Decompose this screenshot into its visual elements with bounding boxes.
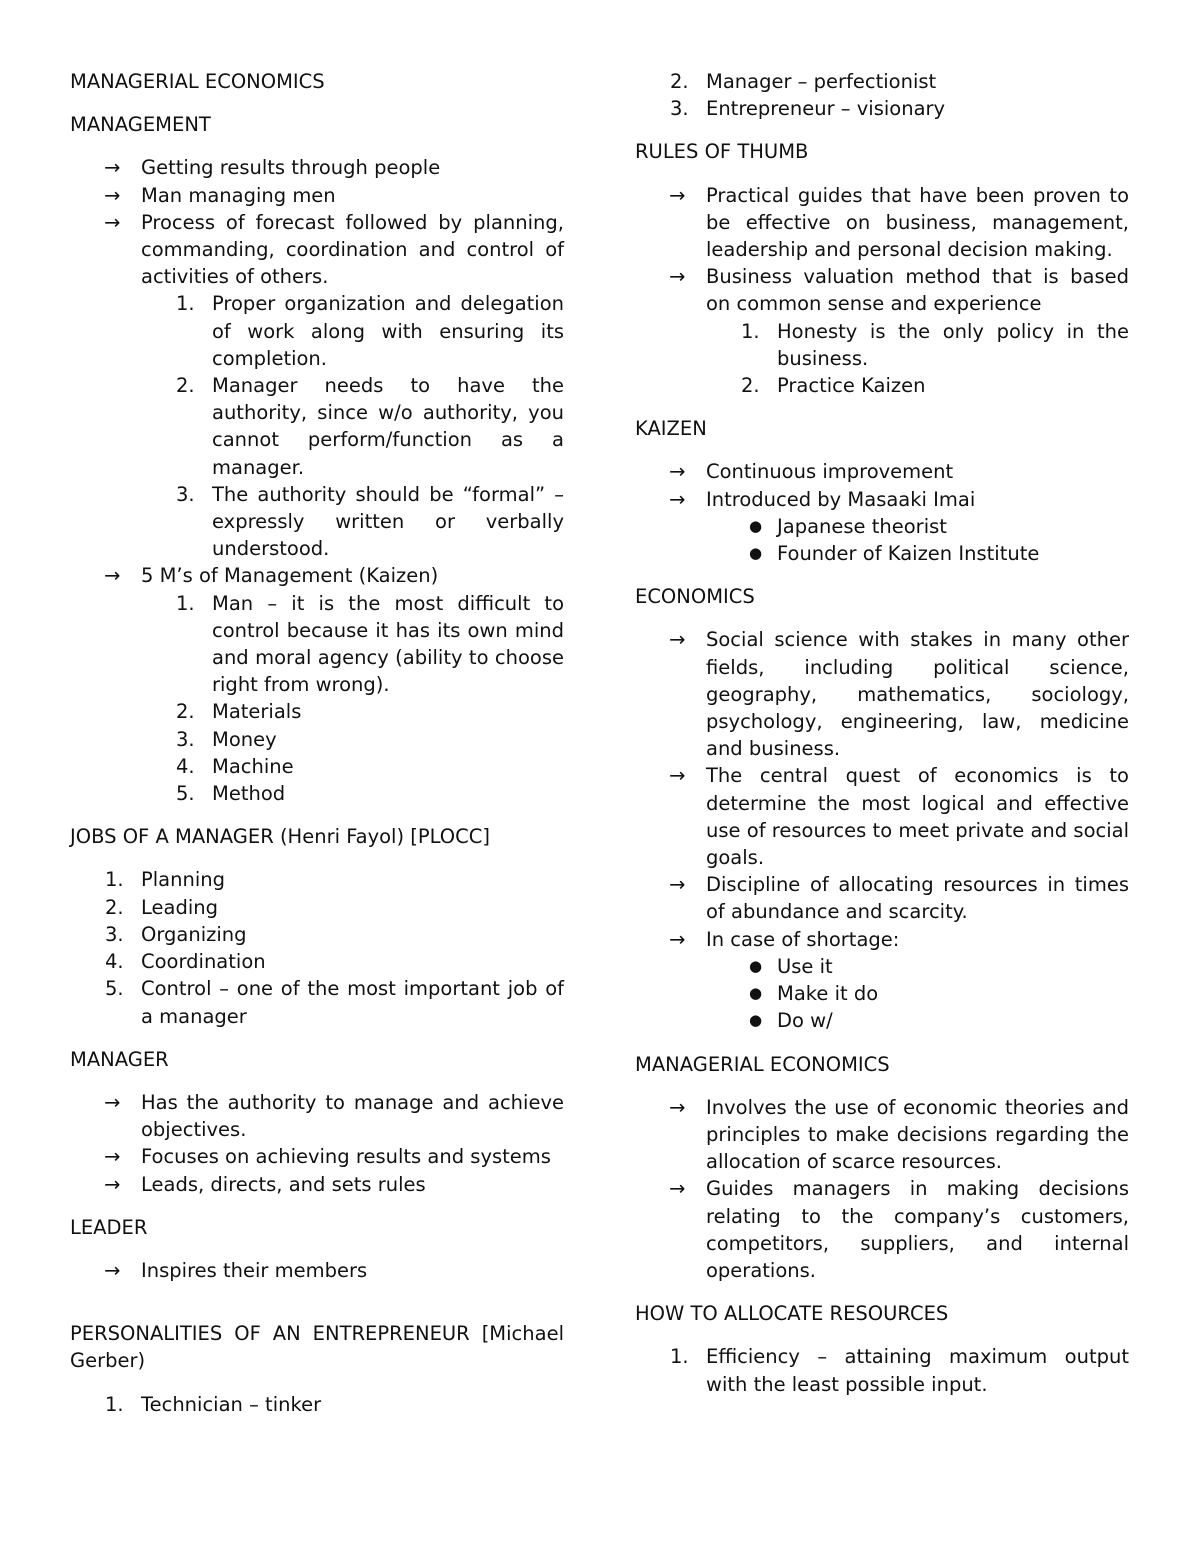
list-item: → Leads, directs, and sets rules bbox=[70, 1171, 564, 1198]
list-item: 4. Machine bbox=[141, 753, 564, 780]
list-number: 3. bbox=[670, 97, 689, 121]
page-title: MANAGERIAL ECONOMICS bbox=[70, 70, 325, 93]
management-list bbox=[70, 154, 564, 807]
list-item: → Focuses on achieving results and systems bbox=[70, 1143, 564, 1170]
list-number: 1. bbox=[741, 319, 760, 343]
rules-sub-list bbox=[706, 318, 1129, 400]
list-item: → Business valuation method that is based on common sense and experience 1. Honesty is the only policy in the business. 2. Practice Kaizen bbox=[635, 263, 1129, 399]
section-heading-manager: MANAGER bbox=[70, 1047, 169, 1071]
bullet-icon: ● bbox=[749, 516, 763, 535]
section-heading-allocate-resources: HOW TO ALLOCATE RESOURCES bbox=[635, 1302, 949, 1326]
list-item: → Involves the use of economic theories and principles to make decisions regarding the allocation of scarce resources. bbox=[635, 1094, 1129, 1176]
list-number: 5. bbox=[105, 977, 124, 1001]
list-number: 2. bbox=[105, 895, 124, 919]
list-item: → Discipline of allocating resources in times of abundance and scarcity. bbox=[635, 871, 1129, 925]
list-number: 4. bbox=[105, 950, 124, 974]
list-item: 1. Proper organization and delegation of work along with ensuring its completion. bbox=[176, 292, 564, 370]
list-item: → Practical guides that have been proven to be effective on business, management, leadership and personal decision making. bbox=[635, 182, 1129, 264]
list-item: → Continuous improvement bbox=[635, 458, 1129, 485]
list-number: 1. bbox=[176, 292, 195, 316]
five-m-sub-list bbox=[141, 590, 564, 808]
list-item: 5. Method bbox=[141, 780, 564, 807]
list-number: 3. bbox=[176, 482, 195, 506]
section-heading-rules-of-thumb: RULES OF THUMB bbox=[635, 140, 809, 164]
managerial-economics-list bbox=[635, 1094, 1129, 1284]
list-item: ● Founder of Kaizen Institute bbox=[706, 540, 1129, 567]
list-item: → The central quest of economics is to determine the most logical and effective use of resources to meet private and social goals. bbox=[635, 762, 1129, 871]
list-item: 1. Honesty is the only policy in the business. bbox=[741, 319, 1129, 370]
list-item: 1. Man – it is the most difficult to control because it has its own mind and moral agency (ability to choose right from wrong). bbox=[176, 591, 564, 697]
list-item: 2. Manager – perfectionist bbox=[635, 68, 1129, 95]
list-item: → 5 M’s of Management (Kaizen) 1. Man – it is the most difficult to control because it has its own mind and moral agency (ability to choose right from wrong). 2. Materials 3. Money 4. Machine 5. Method bbox=[70, 562, 564, 807]
list-item: → Man managing men bbox=[70, 182, 564, 209]
list-number: 2. bbox=[741, 374, 760, 398]
list-item: ● Make it do bbox=[706, 980, 1129, 1007]
section-heading-managerial-economics: MANAGERIAL ECONOMICS bbox=[635, 1052, 890, 1076]
economics-list bbox=[635, 626, 1129, 1034]
section-heading-economics: ECONOMICS bbox=[635, 585, 755, 609]
section-heading-personalities: PERSONALITIES OF AN ENTREPRENEUR [Michael Gerber) bbox=[70, 1322, 564, 1373]
shortage-sub-list bbox=[706, 953, 1129, 1035]
section-heading-kaizen: KAIZEN bbox=[635, 417, 707, 441]
list-item: → Inspires their members bbox=[70, 1257, 564, 1284]
list-number: 5. bbox=[176, 782, 195, 806]
right-column bbox=[635, 68, 1129, 1414]
process-sub-list bbox=[141, 290, 564, 562]
list-item: 2. Leading bbox=[70, 894, 564, 921]
section-heading-jobs: JOBS OF A MANAGER (Henri Fayol) [PLOCC] bbox=[70, 825, 490, 849]
manager-list bbox=[70, 1089, 564, 1198]
list-number: 2. bbox=[176, 700, 195, 724]
list-item: 2. Practice Kaizen bbox=[706, 372, 1129, 399]
kaizen-sub-list bbox=[706, 513, 1129, 567]
list-item: ● Use it bbox=[706, 953, 1129, 980]
list-item: → Introduced by Masaaki Imai ● Japanese theorist ● Founder of Kaizen Institute bbox=[635, 486, 1129, 568]
bullet-icon: ● bbox=[749, 984, 763, 1003]
list-item: ● Japanese theorist bbox=[706, 513, 1129, 540]
list-item: → In case of shortage: ● Use it ● Make it do ● Do w/ bbox=[635, 926, 1129, 1035]
section-heading-leader: LEADER bbox=[70, 1215, 148, 1239]
list-item: → Process of forecast followed by planning, commanding, coordination and control of activities of others. 1. Proper organization and delegation of work along with ensuring its completion. 2. Manager needs to have the authority, since w/o authority, you cannot perform/function as a manager. 3. The authority should be “formal” – expressly written or verbally understood. bbox=[70, 209, 564, 563]
list-number: 4. bbox=[176, 754, 195, 778]
list-item: 1. Efficiency – attaining maximum output with the least possible input. bbox=[670, 1345, 1129, 1396]
list-item: → Has the authority to manage and achieve objectives. bbox=[70, 1089, 564, 1143]
bullet-icon: ● bbox=[749, 544, 763, 563]
list-item: 1. Technician – tinker bbox=[70, 1391, 564, 1418]
list-item: 1. Planning bbox=[70, 866, 564, 893]
list-item: 3. Entrepreneur – visionary bbox=[635, 95, 1129, 122]
list-item: → Social science with stakes in many other fields, including political science, geography, mathematics, sociology, psychology, engineering, law, medicine and business. bbox=[635, 626, 1129, 762]
kaizen-list bbox=[635, 458, 1129, 567]
list-number: 2. bbox=[670, 70, 689, 93]
list-item: → Getting results through people bbox=[70, 154, 564, 181]
personalities-list bbox=[70, 1391, 564, 1418]
bullet-icon: ● bbox=[749, 1011, 763, 1030]
list-item: 2. Manager needs to have the authority, since w/o authority, you cannot perform/function as a manager. bbox=[176, 374, 564, 479]
bullet-icon: ● bbox=[749, 956, 763, 975]
list-number: 1. bbox=[670, 1345, 689, 1369]
list-item: 3. Money bbox=[141, 726, 564, 753]
list-item: 5. Control – one of the most important job of a manager bbox=[105, 977, 564, 1028]
list-number: 1. bbox=[105, 868, 124, 892]
list-item: 3. Organizing bbox=[70, 921, 564, 948]
list-number: 3. bbox=[176, 727, 195, 751]
list-number: 2. bbox=[176, 374, 195, 398]
list-number: 1. bbox=[105, 1392, 124, 1416]
left-column bbox=[70, 68, 564, 1434]
personalities-list-continued bbox=[635, 68, 1129, 122]
list-item: 2. Materials bbox=[141, 698, 564, 725]
list-item: → Guides managers in making decisions relating to the company’s customers, competitors, suppliers, and internal operations. bbox=[635, 1175, 1129, 1284]
section-heading-management: MANAGEMENT bbox=[70, 113, 211, 137]
leader-list bbox=[70, 1257, 564, 1284]
list-number: 3. bbox=[105, 922, 124, 946]
list-item: 3. The authority should be “formal” – expressly written or verbally understood. bbox=[176, 482, 564, 561]
rules-list bbox=[635, 182, 1129, 400]
list-item: ● Do w/ bbox=[706, 1007, 1129, 1034]
list-number: 1. bbox=[176, 591, 195, 615]
jobs-list bbox=[70, 866, 564, 1029]
list-item: 4. Coordination bbox=[70, 948, 564, 975]
allocate-list bbox=[635, 1343, 1129, 1397]
